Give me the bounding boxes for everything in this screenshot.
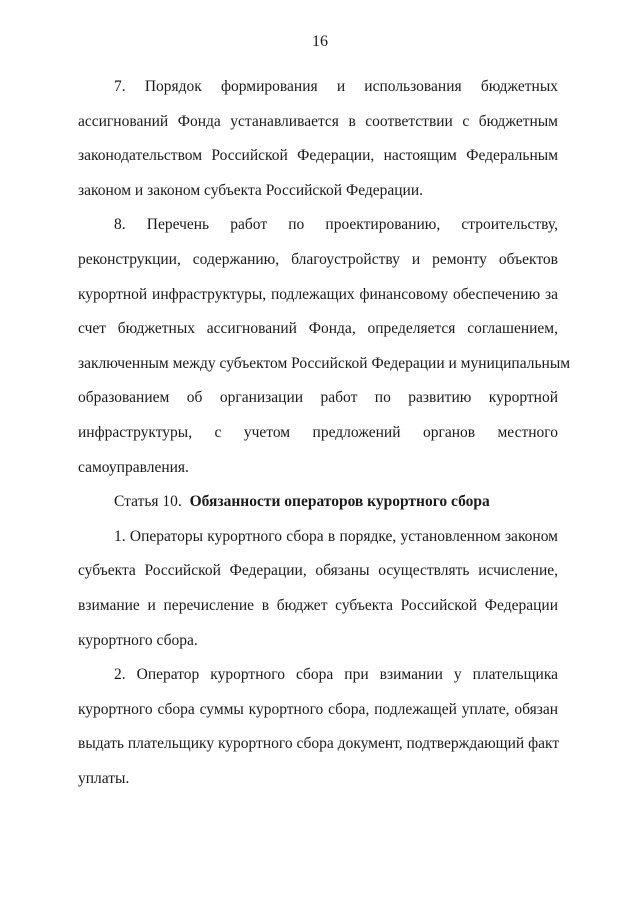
paragraph-line: законом и законом субъекта Российской Федерации. — [78, 181, 424, 199]
paragraph-article-10-2 — [78, 658, 558, 796]
paragraph-line: образованием об организации работ по развитию курортной — [78, 389, 558, 407]
paragraph-line: инфраструктуры, с учетом предложений органов местного — [78, 423, 558, 441]
paragraph-line: реконструкции, содержанию, благоустройству и ремонту объектов — [78, 250, 558, 268]
paragraph-line: 2. Оператор курортного сбора при взимании у плательщика — [114, 666, 558, 684]
paragraph-line: самоуправления. — [78, 458, 189, 476]
article-label: Статья 10. — [114, 493, 182, 511]
paragraph-line: уплаты. — [78, 769, 130, 787]
paragraph-line: 8. Перечень работ по проектированию, строительству, — [114, 216, 558, 234]
paragraph-line: курортной инфраструктуры, подлежащих финансовому обеспечению за — [78, 285, 558, 303]
article-heading — [78, 485, 558, 520]
paragraph-line: заключенным между субъектом Российской Федерации и муниципальным — [78, 354, 571, 372]
paragraph-line: счет бюджетных ассигнований Фонда, определяется соглашением, — [78, 320, 558, 338]
paragraph-article-10-1 — [78, 520, 558, 658]
article-title: Обязанности операторов курортного сбора — [189, 493, 490, 511]
document-body — [78, 70, 571, 796]
paragraph-line: курортного сбора суммы курортного сбора, подлежащей уплате, обязан — [78, 700, 558, 718]
paragraph-8 — [78, 208, 571, 485]
page-number: 16 — [312, 33, 328, 50]
paragraph-line: 7. Порядок формирования и использования бюджетных — [114, 78, 558, 95]
paragraph-line: законодательством Российской Федерации, настоящим Федеральным — [78, 147, 558, 165]
paragraph-line: взимание и перечисление в бюджет субъекта Российской Федерации — [78, 596, 558, 614]
paragraph-line: курортного сбора. — [78, 631, 198, 649]
paragraph-line: выдать плательщику курортного сбора документ, подтверждающий факт — [78, 735, 560, 753]
paragraph-line: субъекта Российской Федерации, обязаны осуществлять исчисление, — [78, 562, 558, 580]
paragraph-7 — [78, 70, 558, 208]
paragraph-line: ассигнований Фонда устанавливается в соответствии с бюджетным — [78, 112, 558, 130]
paragraph-line: 1. Операторы курортного сбора в порядке, установленном законом — [114, 527, 558, 545]
